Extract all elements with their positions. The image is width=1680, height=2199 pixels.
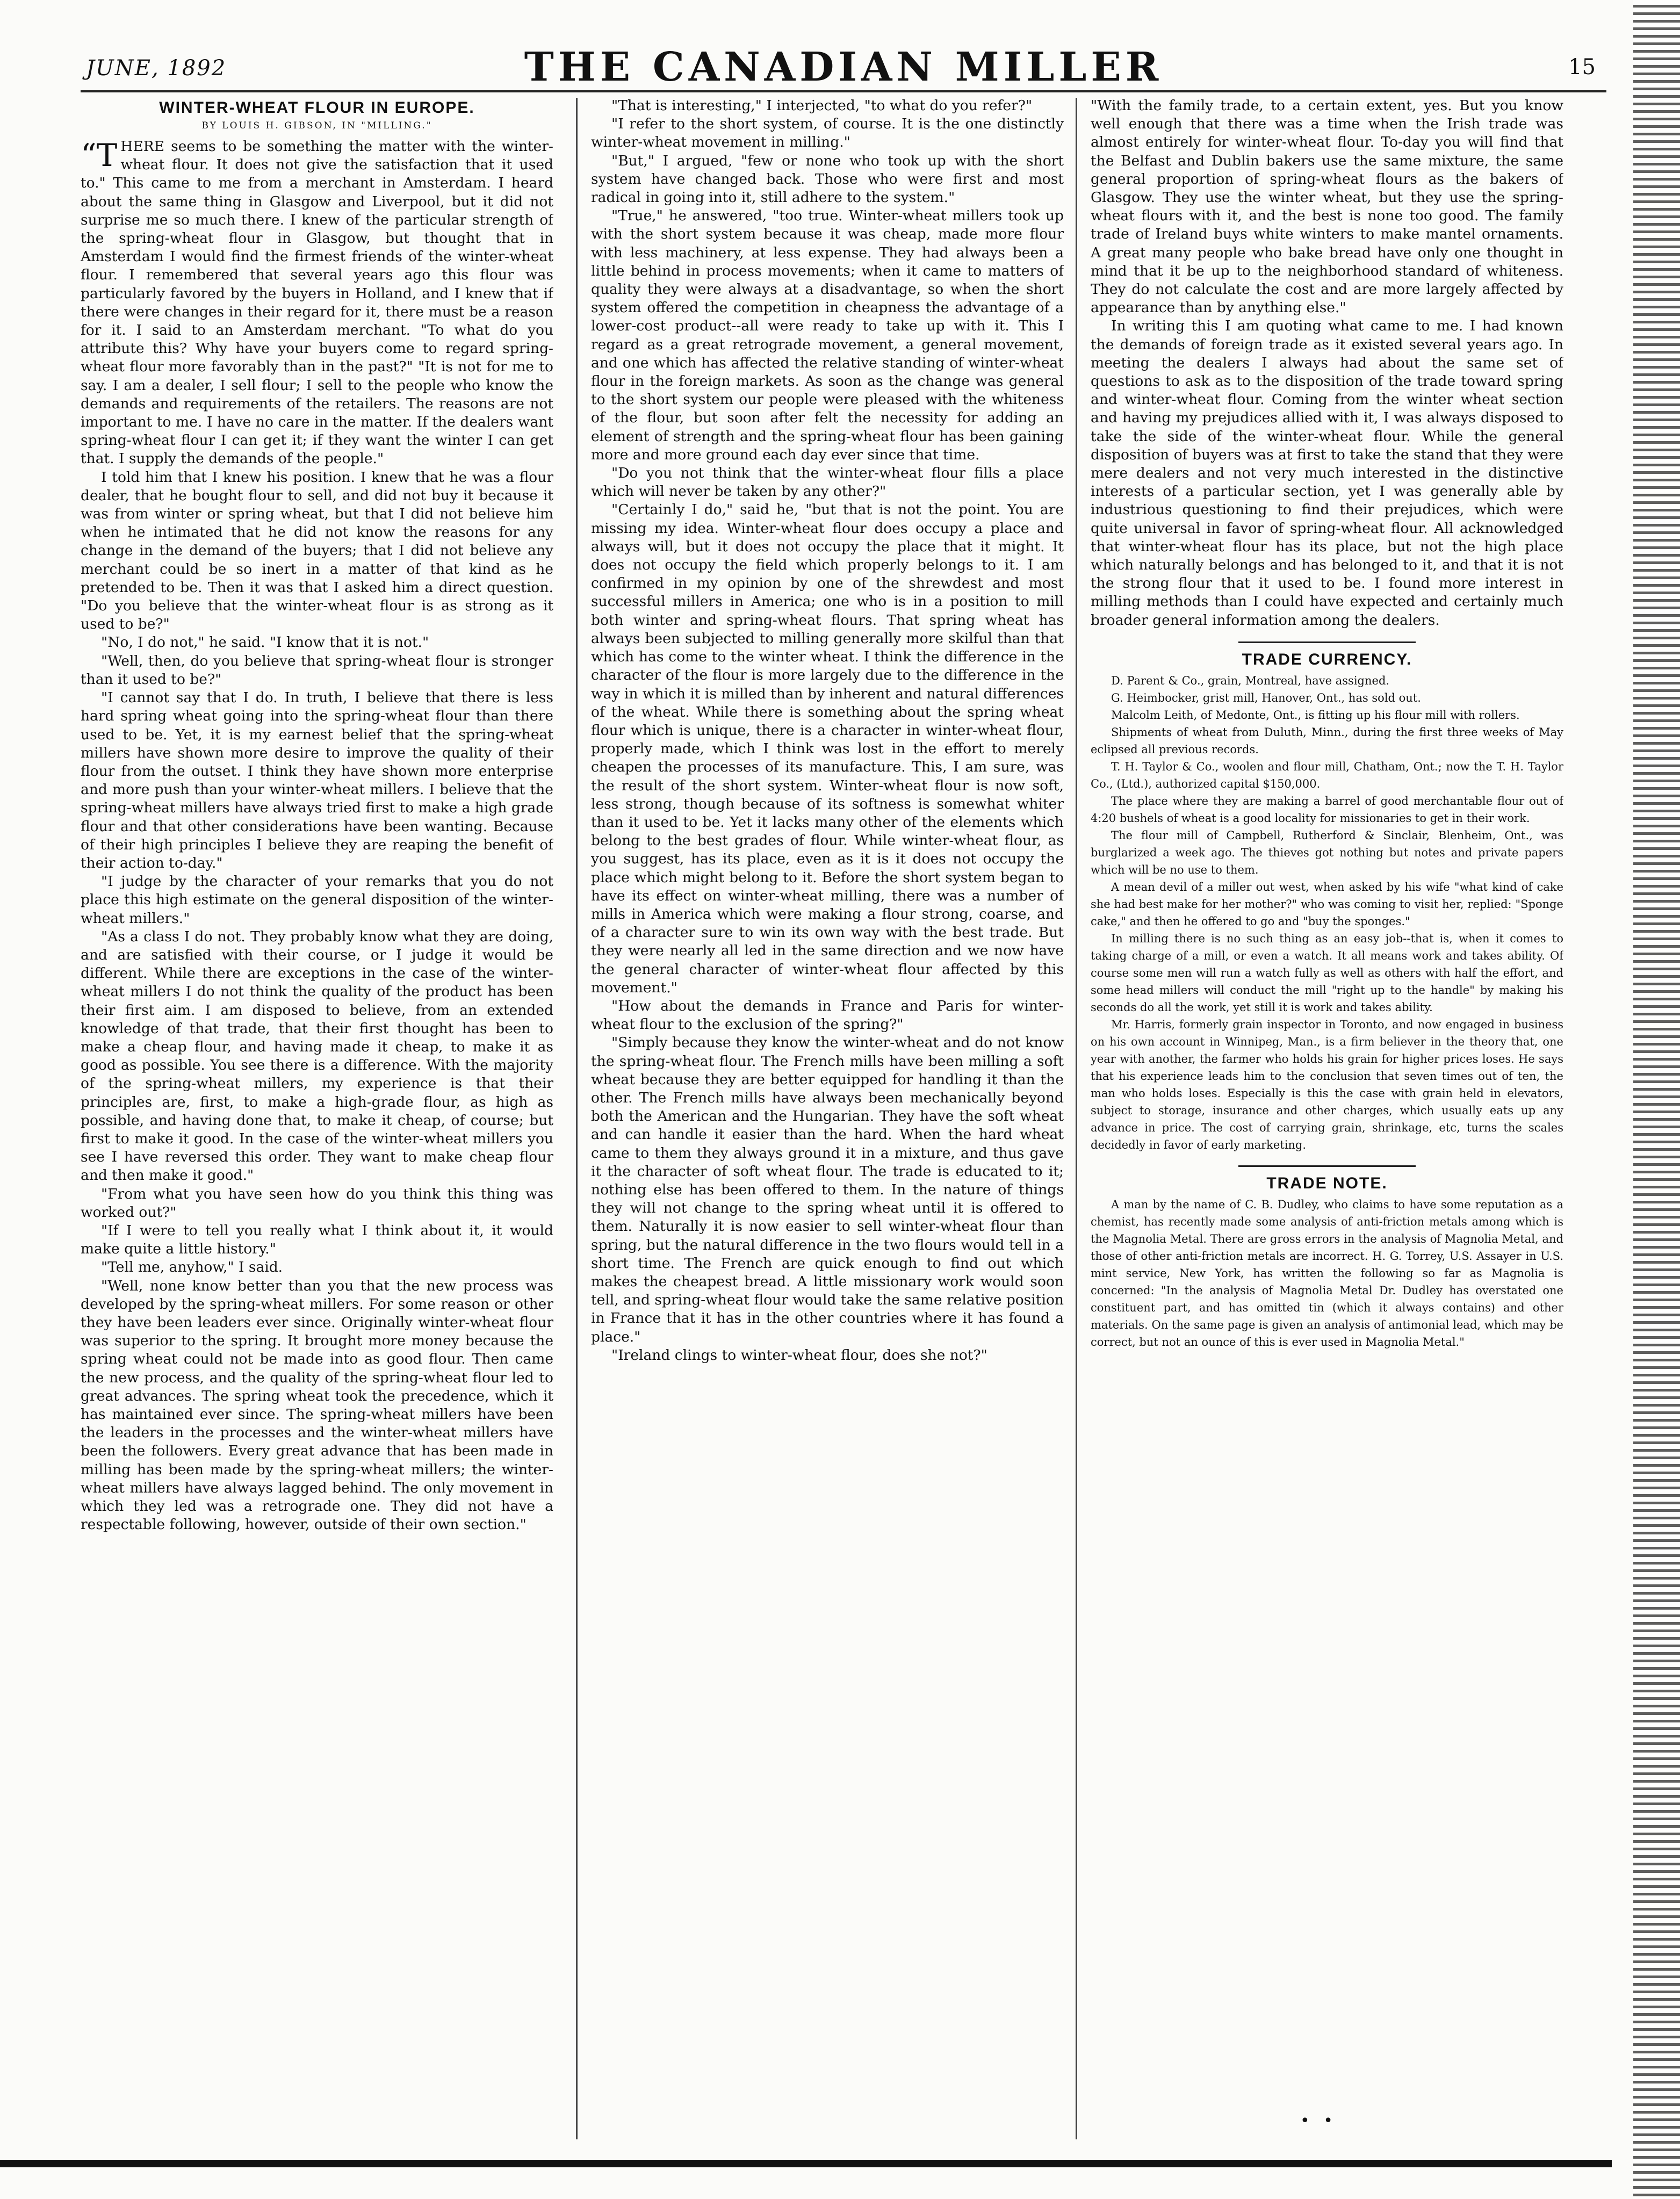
trade-note-section xyxy=(1091,1196,1563,1351)
news-item: The place where they are making a barrel of good merchantable flour out of 4:20 bushels of wheat is a good locality for missionaries to get in their work. xyxy=(1091,794,1563,825)
bottom-border xyxy=(0,2160,1612,2167)
news-item: The flour mill of Campbell, Rutherford & Sinclair, Blenheim, Ont., was burglarized a week ago. The thieves got nothing but notes and private papers which will be no use to them. xyxy=(1091,828,1563,876)
article-paragraph: "True," he answered, "too true. Winter-wheat millers took up with the short system because it was cheap, made more flour with less machinery, at less expense. They had always been a little behind in process movements; when it came to matters of quality they were always at a disadvantage, so when the short system offered the competition in cheapness the advantage of a lower-cost product--all were ready to take up with it. This I regard as a great retrograde movement, a general movement, and one which has affected the relative standing of winter-wheat flour in the foreign markets. As soon as the change was general to the short system our people were pleased with the whiteness of the flour, but soon after felt the necessity for adding an element of strength and the spring-wheat flour has been gaining more and more ground each day ever since that time. xyxy=(591,207,1064,463)
news-item: G. Heimbocker, grist mill, Hanover, Ont., has sold out. xyxy=(1111,691,1421,704)
article-paragraph: "As a class I do not. They probably know what they are doing, and are satisfied with their course, or I judge it would be different. While there are exceptions in the case of the winter-wheat millers I do not think the quality of the product has been their first aim. I am disposed to believe, from an extended knowledge of that trade, that their first thought has been to make a cheap flour, and having made it cheap, to make it as good as possible. You see there is a difference. With the majority of the spring-wheat millers, my experience is that their principles are, first, to make a high-grade flour, as high as possible, and having done that, to make it cheap, of course; but first to make it good. In the case of the winter-wheat millers you see I have reversed this order. They want to make cheap flour and then make it good." xyxy=(81,928,553,1184)
trade-note-text: A man by the name of C. B. Dudley, who claims to have some reputation as a chemist, has recently made some analysis of anti-friction metals among which is the Magnolia Metal. There are gross errors in the analysis of Magnolia Metal, and those of other anti-friction metals are incorrect. H. G. Torrey, U.S. Assayer in U.S. mint service, New York, has written the following so far as Magnolia is concerned: "In the analysis of Magnolia Metal Dr. Dudley has overstated one constituent part, and has omitted tin (which it always contains) and other materials. On the same page is given an analysis of antimonial lead, which may be correct, but not an ounce of this is ever used in Magnolia Metal." xyxy=(1091,1198,1563,1349)
masthead xyxy=(81,44,1606,90)
article-paragraph: "But," I argued, "few or none who took up with the short system have changed back. Those who were first and most radical in going into it, still adhere to the system." xyxy=(591,152,1064,206)
column-1 xyxy=(81,97,553,2149)
section-rule xyxy=(1238,1165,1416,1167)
header-rule xyxy=(81,90,1606,92)
page-number: 15 xyxy=(1568,55,1596,80)
article-paragraph: "Well, then, do you believe that spring-wheat flour is stronger than it used to be?" xyxy=(81,652,553,688)
trade-currency-title: TRADE CURRENCY. xyxy=(1242,650,1412,668)
article-paragraph: "Certainly I do," said he, "but that is not the point. You are missing my idea. Winter-wheat flour does occupy a place and always will, but it does not occupy the place that it might. It does not occupy the field which properly belongs to it. I am confirmed in my opinion by one of the shrewdest and most successful millers in America; one who is in a position to mill both winter and spring-wheat flours. That spring wheat has always been subjected to milling generally more skilful than that which has come to the winter wheat. I think the difference in the character of the flour is more largely due to the difference in the way in which it is milled than by inherent and natural differences of the wheat. While there is something about the spring wheat flour which is unique, there is a character in winter-wheat flour, properly made, which I think was lost in the effort to merely cheapen the processes of its manufacture. This, I am sure, was the result of the short system. Winter-wheat flour is now soft, less strong, though because of its softness is somewhat whiter than it used to be. Yet it lacks many other of the elements which belong to the best grades of flour. While winter-wheat flour, as you suggest, has its place, even as it is it does not occupy the place which might belong to it. Before the short system began to have its effect on winter-wheat milling, there was a number of mills in America which were making a flour strong, coarse, and of a character sure to win its own way with the best trade. But they were nearly all led in the same direction and we now have the general character of winter-wheat flour affected by this movement." xyxy=(591,501,1064,996)
article-paragraph: "Ireland clings to winter-wheat flour, does she not?" xyxy=(611,1346,987,1364)
column-divider xyxy=(576,98,578,2139)
article-paragraph: "Well, none know better than you that the new process was developed by the spring-wheat millers. For some reason or other they have been leaders ever since. Originally winter-wheat flour was superior to the spring. It brought more money because the spring wheat could not be made into as good flour. Then came the new process, and the quality of the spring-wheat flour led to great advances. The spring wheat took the precedence, which it has maintained ever since. The spring-wheat millers have been the leaders in the processes and the winter-wheat millers have been the followers. Every great advance that has been made in milling has been made by the spring-wheat millers; the winter-wheat millers have always lagged behind. The only movement in which they led was a retrograde one. They did not have a respectable following, however, outside of their own section." xyxy=(81,1277,553,1533)
ornament-dots: • • xyxy=(1300,2111,1337,2130)
column-3 xyxy=(1091,97,1563,2149)
article-paragraph: "I refer to the short system, of course. It is the one distinctly winter-wheat movement in milling." xyxy=(591,116,1064,151)
article-paragraph: In writing this I am quoting what came to me. I had known the demands of foreign trade as it existed several years ago. In meeting the dealers I always had about the same set of questions to ask as to the disposition of the trade toward spring and winter-wheat flour. Coming from the winter wheat section and having my prejudices allied with it, I was always disposed to take the side of the winter-wheat flour. While the general disposition of buyers was at first to take the stand that they were mere dealers and not very much interested in the distinctive interests of a particular section, yet I was generally able by industrious questioning to find their prejudices, which were quite universal in favor of spring-wheat flour. All acknowledged that winter-wheat flour has its place, but not the high place which naturally belongs and has belonged to it, and that it is not the strong flour that it used to be. I found more interest in milling methods than I could have expected and certainly much broader general information among the dealers. xyxy=(1091,318,1563,629)
drop-cap: “T xyxy=(81,137,118,174)
article-paragraph: "That is interesting," I interjected, "to what do you refer?" xyxy=(611,97,1033,114)
news-item: Shipments of wheat from Duluth, Minn., during the first three weeks of May eclipsed all previous records. xyxy=(1091,725,1563,756)
article-paragraph: "With the family trade, to a certain extent, yes. But you know well enough that there was a time when the Irish trade was almost entirely for winter-wheat flour. To-day you will find that the Belfast and Dublin bakers use the same mixture, the same general proportion of spring-wheat flours as the bakers of Glasgow. They use the winter wheat, but they use the spring-wheat flours with it, and the best is none too good. The family trade of Ireland buys white winters to make mantel ornaments. A great many people who bake bread have only one thought in mind that it be up to the neighborhood standard of whiteness. They do not calculate the cost and are more largely affected by appearance than by anything else." xyxy=(1091,97,1563,316)
news-item: D. Parent & Co., grain, Montreal, have assigned. xyxy=(1111,674,1390,687)
page-edge-scan-artifact xyxy=(1633,0,1680,2199)
news-item: In milling there is no such thing as an easy job--that is, when it comes to taking charge of a mill, or even a watch. It all means work and takes ability. Of course some men will run a watch fully as well as others with half the effort, and some head millers will conduct the mill "right up to the handle" by making his seconds do all the work, yet still it is work and takes ability. xyxy=(1091,932,1563,1014)
article-byline: BY LOUIS H. GIBSON, IN "MILLING." xyxy=(201,120,432,131)
news-item: A mean devil of a miller out west, when asked by his wife "what kind of cake she had best make for her mother?" who was coming to visit her, replied: "Sponge cake," and then he offered to go and "buy the sponges." xyxy=(1091,880,1563,928)
issue-date: JUNE, 1892 xyxy=(86,56,227,81)
column-divider xyxy=(1076,98,1077,2139)
trade-currency-section xyxy=(1091,672,1563,1153)
article-paragraph: "Tell me, anyhow," I said. xyxy=(101,1259,283,1276)
newspaper-title: THE CANADIAN MILLER xyxy=(524,44,1163,90)
trade-note-title: TRADE NOTE. xyxy=(1266,1174,1388,1192)
article-paragraph: "I judge by the character of your remarks that you do not place this high estimate on the general disposition of the winter-wheat millers." xyxy=(81,873,553,927)
article-title: WINTER-WHEAT FLOUR IN EUROPE. xyxy=(159,99,475,117)
article-paragraph: "How about the demands in France and Paris for winter-wheat flour to the exclusion of the spring?" xyxy=(591,997,1064,1033)
article-paragraph: "Simply because they know the winter-wheat and do not know the spring-wheat flour. The French mills have been milling a soft wheat because they are better equipped for handling it than the other. The French mills have always been mechanically beyond both the American and the Hungarian. They have the soft wheat and can handle it easier than the hard. When the hard wheat came to them they always ground it in a mixture, and thus gave it the character of soft wheat flour. The trade is educated to it; nothing else has been offered to them. In the nature of things they will not change to the spring wheat until it is offered to them. Naturally it is now easier to sell winter-wheat flour than spring, but the natural difference in the two flours would tell in a short time. The French are quick enough to find out which makes the cheapest bread. A little missionary work would soon tell, and spring-wheat flour would take the same relative position in France that it has in the other countries where it has found a place." xyxy=(591,1034,1064,1345)
column-2 xyxy=(591,97,1064,2149)
article-paragraph: "I cannot say that I do. In truth, I believe that there is less hard spring wheat going into the spring-wheat flour than there used to be. Yet, it is my earnest belief that the spring-wheat millers have shown more desire to improve the quality of their flour from the outset. I think they have shown more enterprise and more push than your winter-wheat millers. I believe that the spring-wheat millers have always tried first to make a high grade flour and that other considerations have been wanting. Because of their high principles I believe they are reaping the benefit of their action to-day." xyxy=(81,689,553,871)
news-item: Malcolm Leith, of Medonte, Ont., is fitting up his flour mill with rollers. xyxy=(1111,708,1520,722)
news-item: Mr. Harris, formerly grain inspector in Toronto, and now engaged in business on his own account in Winnipeg, Man., is a firm believer in the theory that, one year with another, the farmer who holds his grain for higher prices loses. He says that his experience leads him to the conclusion that seven times out of ten, the man who holds loses. Especially is this the case with grain held in elevators, subject to storage, insurance and other charges, which usually eats up any advance in price. The cost of carrying grain, shrinkage, etc, turns the scales decidedly in favor of early marketing. xyxy=(1091,1018,1563,1151)
section-rule xyxy=(1238,641,1416,643)
article-paragraph: “THERE seems to be something the matter with the winter-wheat flour. It does not give the satisfaction that it used to." This came to me from a merchant in Amsterdam. I heard about the same thing in Glasgow and Liverpool, but it did not surprise me so much there. I knew of the particular strength of the spring-wheat flour in Glasgow, but thought that in Amsterdam I would find the firmest friends of the winter-wheat flour. I remembered that several years ago this flour was particularly favored by the buyers in Holland, and I knew that if there were changes in their regard for it, there must be a reason for it. I said to an Amsterdam merchant. "To what do you attribute this? Why have your buyers come to regard spring-wheat flour more favorably than in the past?" "It is not for me to say. I am a dealer, I sell flour; I sell to the people who know the demands and requirements of the retailers. The reasons are not important to me. I have no care in the matter. If the dealers want spring-wheat flour I can get it; if they want the winter I can get that. I supply the demands of the people." xyxy=(81,137,553,467)
news-item: T. H. Taylor & Co., woolen and flour mill, Chatham, Ont.; now the T. H. Taylor Co., (Ltd.), authorized capital $150,000. xyxy=(1091,760,1563,790)
article-paragraph: "Do you not think that the winter-wheat flour fills a place which will never be taken by any other?" xyxy=(591,465,1064,500)
article-paragraph: "From what you have seen how do you think this thing was worked out?" xyxy=(81,1185,553,1221)
article-paragraph: "If I were to tell you really what I think about it, it would make quite a little history." xyxy=(81,1222,553,1258)
article-paragraph: I told him that I knew his position. I knew that he was a flour dealer, that he bought flour to sell, and did not buy it because it was from winter or spring wheat, but that I did not believe him when he intimated that he did not know the reasons for any change in the demand of the buyers; that I did not believe any merchant could be so inert in a matter of that kind as he pretended to be. Then it was that I asked him a direct question. "Do you believe that the winter-wheat flour is as strong as it used to be?" xyxy=(81,468,553,633)
article-paragraph: "No, I do not," he said. "I know that it is not." xyxy=(101,634,429,651)
